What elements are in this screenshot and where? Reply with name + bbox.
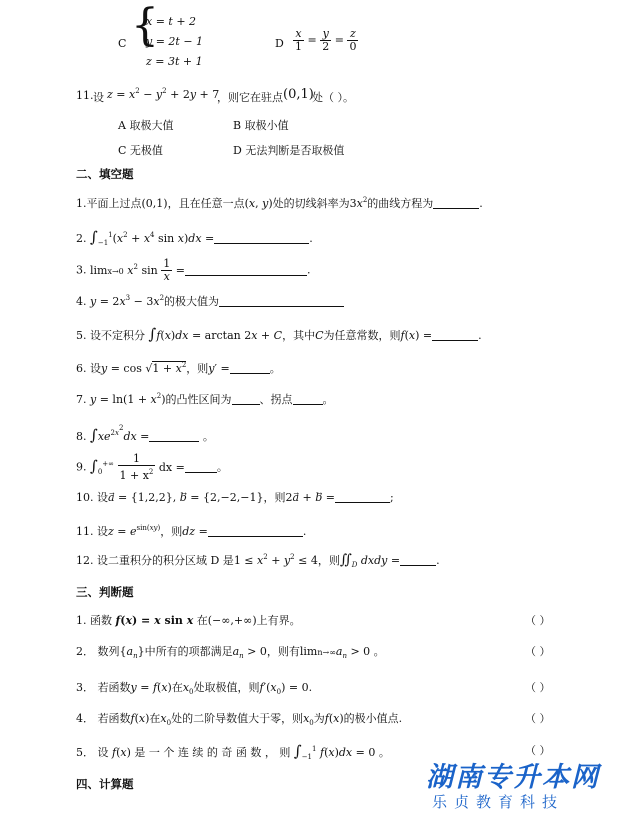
judge-2-text-a: 数列	[97, 645, 120, 658]
judge-question-3: 3． 若函数y = f(x)在$x_0$处取极值，则$f'(x_0) = 0$.	[76, 681, 313, 696]
q11-option-c: C 无极值	[118, 144, 163, 157]
fill-q7-number: 7.	[76, 393, 87, 406]
answer-blank[interactable]	[230, 362, 270, 374]
q11-formula: $z = x^2 - y^2 + 2y + 7$	[107, 87, 220, 101]
fill-q1-point: (0,1)	[141, 197, 168, 210]
answer-blank[interactable]	[149, 430, 199, 442]
judge-1-answer-paren[interactable]: （ ）	[525, 614, 551, 627]
fill-q1-text-d: 的曲线方程为	[367, 197, 434, 210]
fill-q11-formula: $z = e^{sin(xy)}$	[108, 524, 161, 538]
judge-4-text-c: 处的二阶导数值大于零，则	[171, 712, 304, 725]
judge-2-answer-paren[interactable]: （ ）	[525, 645, 551, 658]
watermark-subtitle: 乐贞教育科技	[432, 793, 565, 811]
judge-2-text-b: 中所有的项都满足	[144, 645, 233, 658]
q11-option-d: D 无法判断是否取极值	[233, 144, 345, 157]
fill-q12-number: 12.	[76, 554, 94, 567]
q11-option-a: A 取极大值	[118, 119, 174, 132]
fill-question-11: 11. 设$z = e^{sin(xy)}$，则dz = .	[76, 524, 307, 538]
fill-q11-number: 11.	[76, 525, 94, 538]
fill-q7-formula: $y = \ln(1 + x^2)$	[90, 392, 166, 406]
judge-2-number: 2．	[76, 645, 94, 658]
judge-3-text-c: 处取极值，则	[193, 681, 260, 694]
judge-1-number: 1.	[76, 614, 87, 627]
judge-5-formula: $\int_{-1}^1$ f(x)dx = 0 。	[293, 742, 390, 761]
fill-question-10: 10. 设a⃗ = {1,2,2}, b⃗ = {2,−2,−1}，则2a⃗ + b⃗ = ;	[76, 491, 394, 504]
fill-q12-formula: $∬_D$ dxdy =	[339, 552, 401, 569]
judge-5-text-b: 是 一 个 连 续 的 奇 函 数 ， 则	[134, 746, 291, 759]
fill-q1-text-c: 处的切线斜率为	[272, 197, 350, 210]
fill-q5-text-c: 为任意常数，则	[323, 329, 401, 342]
fill-q10-number: 10.	[76, 491, 94, 504]
q11-suffix-b: 处（ ）。	[312, 91, 354, 104]
fill-q2-number: 2.	[76, 232, 87, 245]
fill-question-8: 8. $\int xe^{2x^2}dx$ = 。	[76, 424, 214, 444]
fill-q6-text-b: ，则	[186, 362, 209, 375]
judge-4-text-d: 为	[313, 712, 325, 725]
judge-1-text-a: 函数	[90, 614, 112, 627]
judge-4-number: 4．	[76, 712, 94, 725]
fill-question-7: 7. $y = \ln(1 + x^2)$的凸性区间为 、拐点 。	[76, 392, 334, 406]
answer-blank[interactable]	[293, 393, 323, 405]
fill-q5-number: 5.	[76, 329, 87, 342]
q11-option-b: B 取极小值	[233, 119, 289, 132]
q11-prefix: 设	[93, 91, 104, 104]
judge-4-text-b: 在	[149, 712, 161, 725]
judge-4-answer-paren[interactable]: （ ）	[525, 712, 551, 725]
judge-5-number: 5．	[76, 746, 94, 759]
fill-q9-formula: $\int_0^{+\infty}$ $\frac{1}{1 + x^2}$ dx =	[90, 452, 185, 482]
fill-q10-expr: 2a⃗ + b⃗ =	[285, 491, 335, 504]
judge-3-answer-paren[interactable]: （ ）	[525, 681, 551, 694]
answer-blank[interactable]	[432, 329, 478, 341]
judge-4-text-a: 若函数	[97, 712, 131, 725]
judge-4-text-e: 的极小值点.	[343, 712, 403, 725]
q11-point: (0,1)	[283, 87, 314, 102]
fill-q10-text-b: ，则	[263, 491, 286, 504]
section-title-fill-in: 二、填空题	[76, 167, 134, 181]
option-d-formula: $\frac{x}{1}$ = $\frac{y}{2}$ = $\frac{z}{0}$	[295, 27, 357, 53]
fill-q6-text-a: 设	[90, 362, 101, 375]
fill-question-4	[76, 293, 344, 309]
fill-q1-slope: $3x^2$	[349, 196, 368, 210]
answer-blank[interactable]	[214, 232, 309, 244]
judge-3-text-a: 若函数	[97, 681, 131, 694]
fill-q3-number: 3.	[76, 263, 87, 277]
fill-q10-text-a: 设	[97, 491, 108, 504]
fill-q8-formula: $\int xe^{2x^2}dx$ =	[90, 424, 150, 444]
fill-q11-text-b: ，则	[160, 525, 183, 538]
fill-q4-formula: $y = 2x^3 - 3x^2$	[90, 294, 165, 308]
fill-q5-text-a: 设不定积分	[90, 329, 145, 342]
fill-q2-formula: $\int_{-1}^1(x^2 + x^4$ sin x)dx =	[90, 228, 215, 247]
judge-2-text-c: ，则有	[266, 645, 300, 658]
answer-blank[interactable]	[232, 393, 260, 405]
judge-5-text-a: 设	[97, 746, 109, 759]
option-c-eq1: x = t + 2	[146, 15, 197, 28]
judge-question-4: 4． 若函数f(x)在$x_0$处的二阶导数值大于零，则$x_0$为f(x)的极小值点.	[76, 712, 403, 727]
fill-question-9: 9. $\int_0^{+\infty}$ $\frac{1}{1 + x^2}$ dx = 。	[76, 452, 228, 482]
section-title-calculation: 四、计算题	[76, 777, 134, 791]
fill-question-6: 6. 设$y = \cos √1 + x^2$，则y′ = 。	[76, 361, 281, 375]
judge-3-text-b: 在	[171, 681, 183, 694]
fill-question-1: 1.平面上过点(0,1)，且在任意一点(x, y)处的切线斜率为$3x^2$的曲线方程为 .	[76, 196, 483, 210]
fill-q11-text-a: 设	[97, 525, 108, 538]
fill-q1-xy: (x, y)	[244, 197, 273, 210]
watermark-title: 湖南专升本网	[426, 762, 600, 793]
answer-blank[interactable]	[185, 461, 217, 473]
answer-blank[interactable]	[208, 525, 303, 537]
fill-q10-formula: a⃗ = {1,2,2}, b⃗ = {2,−2,−1}	[108, 491, 264, 504]
option-c-eq2: y = 2t − 1	[146, 35, 204, 48]
answer-blank[interactable]	[400, 554, 436, 566]
judge-question-5: 5． 设 f(x) 是 一 个 连 续 的 奇 函 数 ， 则 $\int_{-1}^1$ f(x)dx = 0 。	[76, 742, 390, 761]
q11-suffix-a: ，则它在驻点	[217, 91, 283, 104]
fill-question-3: 3. limx→0 $x^2$ sin $\frac{1}{x}$ = .	[76, 257, 311, 283]
judge-3-number: 3．	[76, 681, 94, 694]
fill-q3-formula: limx→0 $x^2$ sin $\frac{1}{x}$ =	[90, 257, 185, 283]
answer-blank[interactable]	[433, 197, 479, 209]
fill-q1-text-b: ，且在任意一点	[167, 197, 245, 210]
fill-q9-number: 9.	[76, 460, 87, 474]
answer-blank[interactable]	[185, 264, 307, 276]
judge-1-text-b: 在	[196, 614, 208, 627]
fill-question-2: 2. $\int_{-1}^1(x^2 + x^4$ sin x)dx = .	[76, 228, 313, 247]
q11-number: 11.	[76, 89, 94, 102]
fill-question-12: 12. 设二重积分的积分区域 D 是$1 \le x^2 + y^2 \le 4$，则$∬_D$ dxdy = .	[76, 552, 440, 569]
fill-q12-region: $1 \le x^2 + y^2 \le 4$	[233, 553, 318, 567]
option-d-label: D	[275, 37, 284, 50]
judge-1-text-c: 上有界。	[256, 614, 301, 627]
answer-blank[interactable]	[335, 491, 390, 503]
fill-q12-text-a: 设二重积分的积分区域 D 是	[97, 554, 234, 567]
fill-q6-number: 6.	[76, 362, 87, 375]
judge-question-2: 2． 数列$\{a_n\}$中所有的项都满足$a_n > 0$，则有$\lim n\to\infty a_n > 0$ 。	[76, 645, 385, 660]
judge-question-1: 1. 函数 f(x) = x sin x 在(−∞,+∞)上有界。	[76, 614, 301, 627]
fill-q5-formula: ∫f(x)dx = arctan 2x + C	[148, 325, 283, 343]
fill-q1-text-a: 1.平面上过点	[76, 197, 142, 210]
option-c-label: C	[118, 37, 127, 50]
brace-glyph: {	[131, 0, 159, 51]
fill-q7-text-b: 、拐点	[259, 393, 293, 406]
answer-blank[interactable]	[219, 295, 344, 307]
section-title-judge: 三、判断题	[76, 585, 134, 599]
fill-q6-formula: $y = \cos √1 + x^2$	[101, 361, 187, 375]
fill-q4-number: 4.	[76, 295, 87, 308]
fill-q5-text-b: ，其中	[282, 329, 316, 342]
fill-q4-text: 的极大值为	[164, 295, 220, 308]
judge-5-answer-paren[interactable]: （ ）	[525, 744, 551, 757]
option-c-eq3: z = 3t + 1	[146, 55, 203, 68]
fill-q8-number: 8.	[76, 430, 87, 443]
fill-q7-text-a: 的凸性区间为	[165, 393, 232, 406]
fill-question-5: 5. 设不定积分 ∫f(x)dx = arctan 2x + C，其中C为任意常数，则f(x) = .	[76, 325, 482, 343]
judge-1-func: f(x) = x sin x	[115, 614, 194, 627]
fill-q12-text-b: ，则	[317, 554, 340, 567]
